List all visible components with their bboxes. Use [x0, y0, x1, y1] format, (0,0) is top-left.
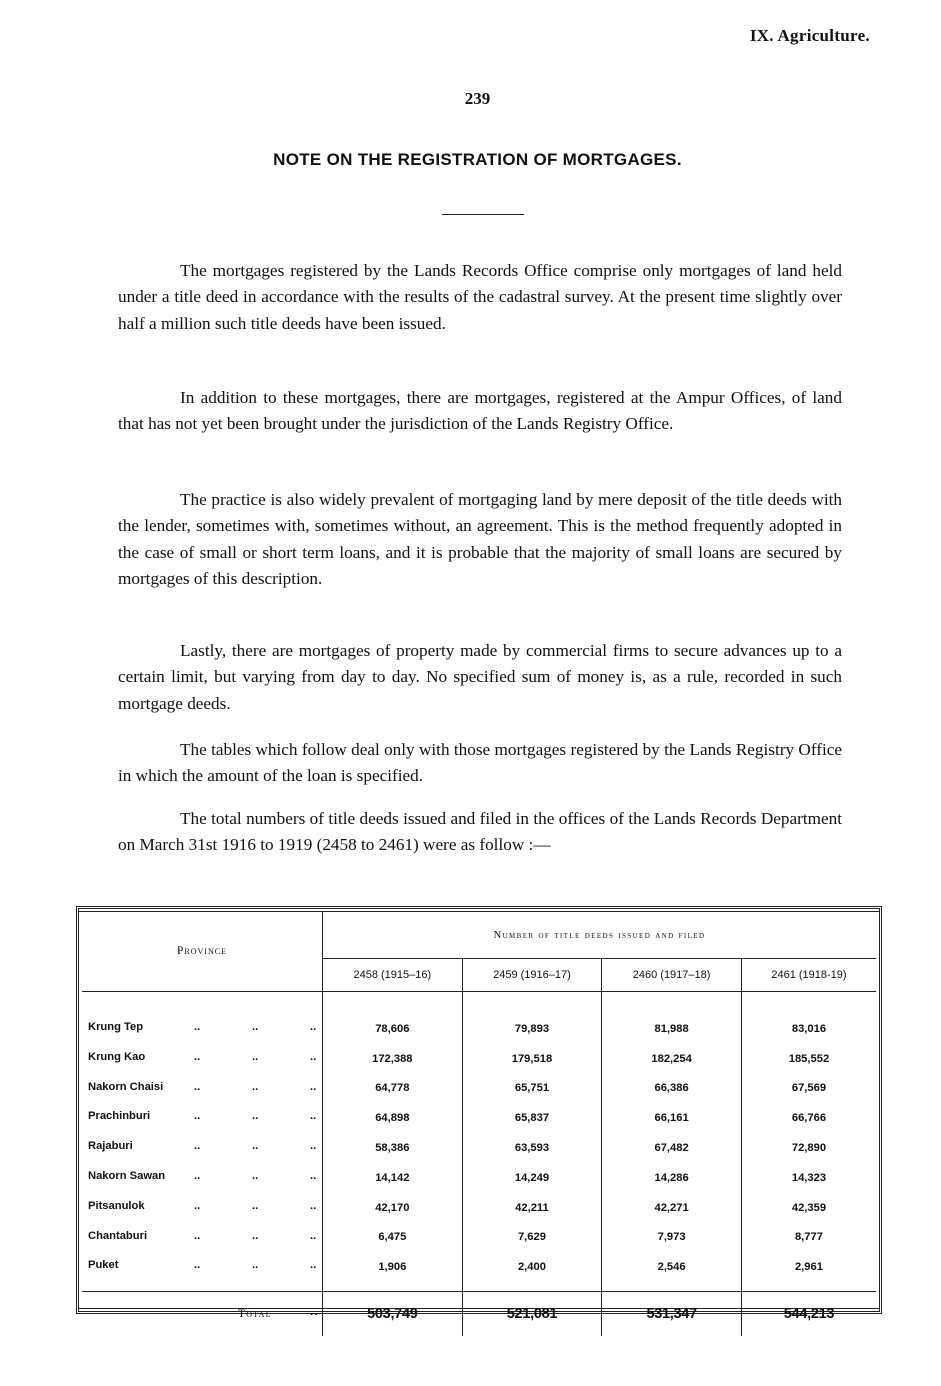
year-header: 2461 (1918-19) — [741, 959, 876, 992]
value-cell: 179,518 — [462, 1044, 602, 1074]
table-row — [82, 1223, 876, 1253]
paragraph-5-text: The tables which follow deal only with those mortgages registered by the Lands Registry Office in which the amount of the loan is specified. — [118, 740, 842, 786]
value-cell: 1,906 — [323, 1252, 463, 1291]
section-header: IX. Agriculture. — [749, 26, 870, 45]
province-header: Province — [82, 912, 323, 992]
leader-dots: .. — [252, 1140, 259, 1153]
paragraph-1 — [118, 258, 842, 337]
paragraph-3 — [118, 487, 842, 593]
value-cell: 42,359 — [791, 1201, 827, 1214]
table-row — [82, 1133, 876, 1163]
value-cell: 78,606 — [323, 1014, 463, 1044]
table-row — [82, 1163, 876, 1193]
leader-dots: .. — [310, 1110, 317, 1123]
table-row — [82, 1044, 876, 1074]
province-name: Krung Tep — [88, 1021, 144, 1033]
total-cell: 531,347 — [602, 1292, 742, 1337]
value-cell: 2,400 — [462, 1252, 602, 1291]
page-number: 239 — [464, 89, 491, 108]
province-name: Chantaburi — [88, 1229, 148, 1242]
value-cell: 81,988 — [602, 1014, 742, 1044]
value-cell: 42,211 — [462, 1193, 602, 1223]
value-cell: 2,961 — [794, 1261, 823, 1274]
total-cell: 503,749 — [323, 1292, 463, 1337]
group-header: Number of title deeds issued and filed — [323, 912, 877, 959]
value-cell: 66,766 — [791, 1112, 827, 1125]
province-name: Pitsanulok — [88, 1199, 145, 1212]
leader-dots: .. — [252, 1110, 259, 1123]
paragraph-3-text: The practice is also widely prevalent of mortgaging land by mere deposit of the title deeds with the lender, sometimes with, sometimes without, an agreement. This is the method frequently adopted in the case of small or short term loans, and it is probable that the majority of small loans are secured by mortgages of this description. — [118, 490, 842, 589]
value-cell: 67,482 — [602, 1133, 742, 1163]
province-name: Nakorn Chaisi — [88, 1080, 164, 1093]
title-divider — [442, 214, 524, 215]
value-cell: 185,552 — [788, 1052, 830, 1065]
table-row — [82, 1252, 876, 1291]
year-header: 2459 (1916–17) — [462, 959, 602, 992]
value-cell: 2,546 — [602, 1252, 742, 1291]
value-cell: 182,254 — [602, 1044, 742, 1074]
leader-dots: .. — [194, 1229, 201, 1242]
leader-dots: .. — [252, 1259, 259, 1272]
leader-dots: .. — [310, 1259, 317, 1272]
paragraph-6 — [118, 806, 842, 859]
leader-dots: .. — [310, 1229, 317, 1242]
value-cell: 172,388 — [323, 1044, 463, 1074]
value-cell: 6,475 — [323, 1223, 463, 1253]
province-name: Nakorn Sawan — [88, 1169, 166, 1182]
leader-dots: .. — [194, 1080, 201, 1093]
value-cell: 67,569 — [791, 1082, 827, 1095]
leader-dots: .. — [252, 1021, 259, 1033]
province-name: Krung Kao — [88, 1050, 146, 1063]
province-name: Rajaburi — [88, 1140, 133, 1153]
table-row — [82, 1103, 876, 1133]
leader-dots: .. — [310, 1140, 317, 1153]
leader-dots: .. — [194, 1169, 201, 1182]
leader-dots: .. — [310, 1050, 317, 1063]
leader-dots: .. — [194, 1021, 201, 1033]
table-row — [82, 1193, 876, 1223]
value-cell: 64,898 — [323, 1103, 463, 1133]
year-header: 2460 (1917–18) — [602, 959, 742, 992]
leader-dots: .. — [310, 1169, 317, 1182]
leader-dots: .. — [194, 1050, 201, 1063]
document-title: NOTE ON THE REGISTRATION OF MORTGAGES. — [273, 150, 682, 169]
leader-dots: .. — [194, 1259, 201, 1272]
leader-dots: .. — [252, 1050, 259, 1063]
title-deeds-table — [82, 912, 876, 1336]
value-cell: 65,837 — [462, 1103, 602, 1133]
leader-dots: .. — [310, 1080, 317, 1093]
total-cell: 544,213 — [741, 1292, 876, 1337]
province-name: Puket — [88, 1259, 119, 1272]
table-row — [82, 1074, 876, 1104]
value-cell: 7,629 — [462, 1223, 602, 1253]
value-cell: 42,170 — [323, 1193, 463, 1223]
value-cell: 8,777 — [794, 1231, 823, 1244]
value-cell: 83,016 — [791, 1022, 827, 1035]
value-cell: 79,893 — [462, 1014, 602, 1044]
leader-dots: .. — [252, 1080, 259, 1093]
value-cell: 66,386 — [602, 1074, 742, 1104]
total-cell: 521,081 — [462, 1292, 602, 1337]
value-cell: 42,271 — [602, 1193, 742, 1223]
leader-dots: .. — [194, 1140, 201, 1153]
leader-dots: .. — [252, 1229, 259, 1242]
table-row — [82, 1014, 876, 1044]
paragraph-2 — [118, 385, 842, 438]
province-name: Prachinburi — [88, 1110, 151, 1123]
total-label: Total — [238, 1308, 272, 1321]
value-cell: 14,142 — [323, 1163, 463, 1193]
leader-dots: .. — [194, 1199, 201, 1212]
value-cell: 63,593 — [462, 1133, 602, 1163]
paragraph-6-text: The total numbers of title deeds issued and filed in the offices of the Lands Records Department on March 31st 1916 to 1919 (2458 to 2461) were as follow :— — [118, 809, 842, 855]
total-row — [82, 1292, 876, 1337]
leader-dots: .. — [310, 1021, 317, 1033]
value-cell: 14,286 — [602, 1163, 742, 1193]
leader-dots: .. — [310, 1199, 317, 1212]
value-cell: 66,161 — [602, 1103, 742, 1133]
value-cell: 14,249 — [462, 1163, 602, 1193]
paragraph-4 — [118, 638, 842, 717]
value-cell: 72,890 — [791, 1142, 827, 1155]
paragraph-2-text: In addition to these mortgages, there are mortgages, registered at the Ampur Offices, of land that has not yet been brought under the jurisdiction of the Lands Registry Office. — [118, 388, 842, 434]
leader-dots: .. — [310, 1306, 319, 1319]
paragraph-5 — [118, 737, 842, 790]
leader-dots: .. — [252, 1169, 259, 1182]
paragraph-4-text: Lastly, there are mortgages of property made by commercial firms to secure advances up to a certain limit, but varying from day to day. No specified sum of money is, as a rule, recorded in such mortgage deeds. — [118, 641, 842, 713]
value-cell: 58,386 — [323, 1133, 463, 1163]
value-cell: 64,778 — [323, 1074, 463, 1104]
value-cell: 65,751 — [462, 1074, 602, 1104]
paragraph-1-text: The mortgages registered by the Lands Records Office comprise only mortgages of land held under a title deed in accordance with the results of the cadastral survey. At the present time slightly over half a million such title deeds have been issued. — [118, 261, 842, 333]
year-header: 2458 (1915–16) — [323, 959, 463, 992]
leader-dots: .. — [252, 1199, 259, 1212]
value-cell: 14,323 — [791, 1171, 827, 1184]
value-cell: 7,973 — [602, 1223, 742, 1253]
leader-dots: .. — [194, 1110, 201, 1123]
